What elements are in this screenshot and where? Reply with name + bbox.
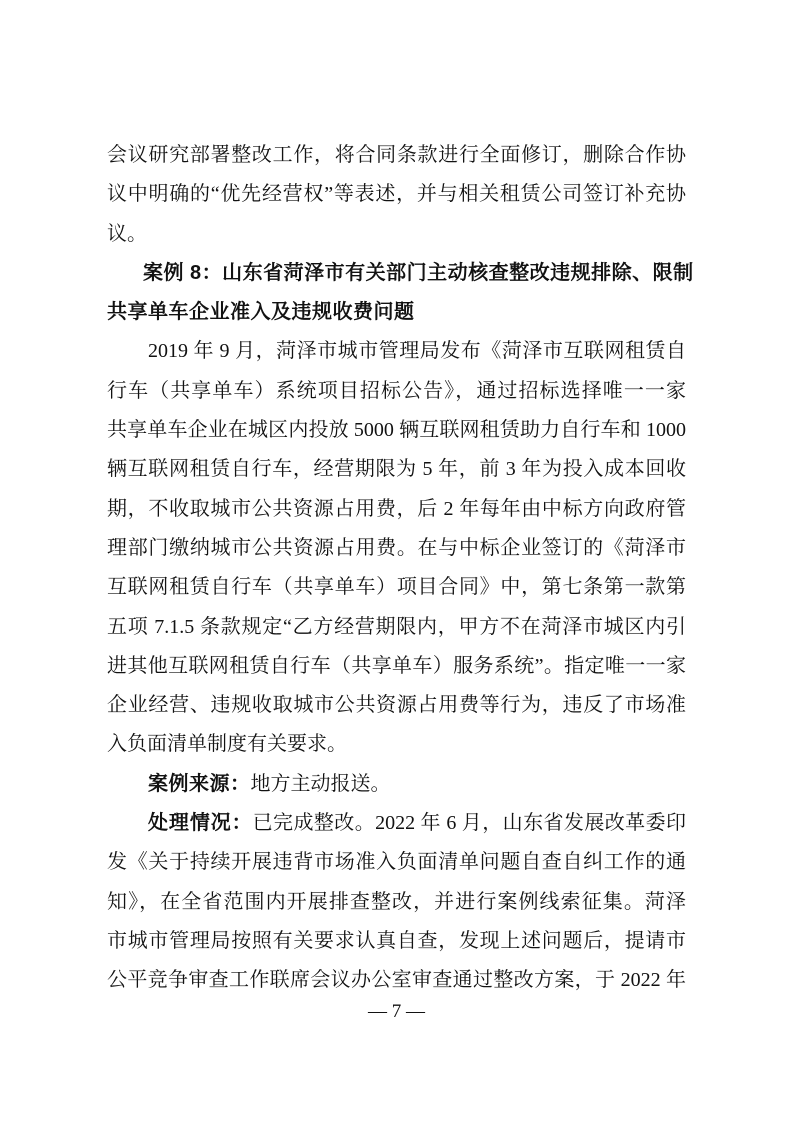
handling-lead-text: 已完成整改。2022 年 6 月，山东省发展改革委印	[252, 812, 687, 835]
page-number: — 7 —	[368, 1001, 425, 1022]
handling-label: 处理情况：	[148, 812, 253, 835]
case-heading	[107, 254, 694, 333]
handling-paragraph	[107, 804, 686, 1000]
case-body-paragraph	[107, 332, 686, 764]
text-line: 辆互联网租赁自行车，经营期限为 5 年，前 3 年为投入成本回收	[107, 458, 686, 481]
paragraph-continuation	[107, 136, 686, 254]
case-source-text: 地方主动报送。	[250, 772, 391, 795]
case-heading-line: 案例 8：山东省菏泽市有关部门主动核查整改违规排除、限制	[143, 261, 694, 284]
text-line: 行车（共享单车）系统项目招标公告》，通过招标选择唯一一家	[107, 379, 686, 402]
text-line: 期，不收取城市公共资源占用费，后 2 年每年由中标方向政府管	[107, 497, 686, 520]
text-line: 2019 年 9 月，菏泽市城市管理局发布《菏泽市互联网租赁自	[148, 340, 686, 363]
text-line: 议中明确的“优先经营权”等表述，并与相关租赁公司签订补充协	[107, 183, 686, 206]
text-line: 市城市管理局按照有关要求认真自查，发现上述问题后，提请市	[107, 929, 686, 952]
text-line: 会议研究部署整改工作，将合同条款进行全面修订，删除合作协	[107, 144, 686, 166]
case-heading-line: 共享单车企业准入及违规收费问题	[107, 301, 415, 324]
handling-lead-line	[107, 804, 686, 843]
text-line: 知》，在全省范围内开展排查整改，并进行案例线索征集。菏泽	[107, 890, 686, 913]
document-content	[107, 0, 694, 1001]
case-source-line	[107, 765, 686, 804]
text-line: 入负面清单制度有关要求。	[107, 733, 347, 756]
case-source-paragraph	[107, 765, 686, 804]
text-line: 企业经营、违规收取城市公共资源占用费等行为，违反了市场准	[107, 694, 686, 717]
text-line: 议。	[107, 222, 147, 245]
text-line: 进其他互联网租赁自行车（共享单车）服务系统”。指定唯一一家	[107, 654, 686, 677]
case-source-label: 案例来源：	[148, 772, 251, 795]
text-line: 五项 7.1.5 条款规定“乙方经营期限内，甲方不在菏泽市城区内引	[107, 615, 686, 638]
text-line: 理部门缴纳城市公共资源占用费。在与中标企业签订的《菏泽市	[107, 536, 686, 559]
text-line: 互联网租赁自行车（共享单车）项目合同》中，第七条第一款第	[107, 576, 686, 599]
text-line: 发《关于持续开展违背市场准入负面清单问题自查自纠工作的通	[107, 851, 686, 874]
text-line: 共享单车企业在城区内投放 5000 辆互联网租赁助力自行车和 1000	[107, 419, 686, 442]
text-line: 公平竞争审查工作联席会议办公室审查通过整改方案，于 2022 年	[107, 969, 686, 992]
